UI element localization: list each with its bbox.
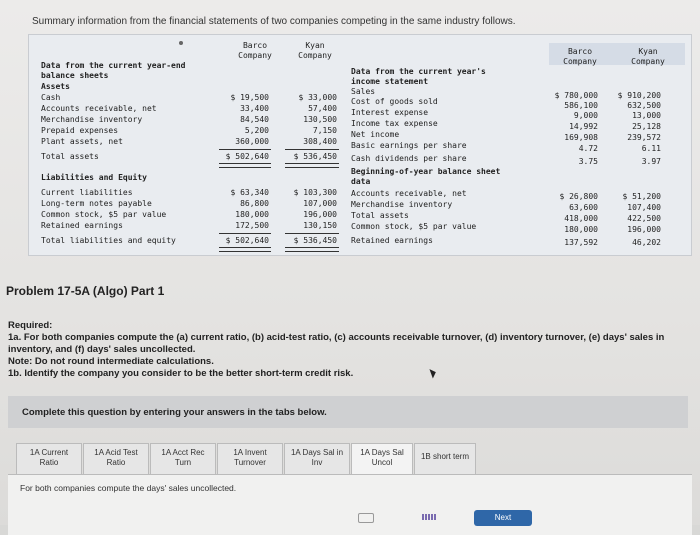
left-row-label: Common stock, $5 par value <box>41 210 167 219</box>
page-icon <box>358 513 374 523</box>
answer-tabs <box>16 443 477 475</box>
right-barco-value: 3.75 <box>578 157 598 166</box>
left-row-label: Current liabilities <box>41 188 133 197</box>
left-barco-value: 5,200 <box>244 126 269 135</box>
tab-content-text: For both companies compute the days' sales uncollected. <box>20 483 237 493</box>
right-row-label: income statement <box>351 77 429 86</box>
right-kyan-value: 632,500 <box>627 101 661 110</box>
tab-acid-test-ratio[interactable] <box>83 443 149 475</box>
left-kyan-value: 107,000 <box>303 199 337 208</box>
right-barco-value: 586,100 <box>564 101 598 110</box>
left-kyan-value: 196,000 <box>303 210 337 219</box>
left-barco-value: $ 502,640 <box>225 236 269 245</box>
grid-icon[interactable] <box>422 514 436 520</box>
left-header-barco <box>225 41 285 61</box>
left-barco-value: $ 63,340 <box>230 188 269 197</box>
right-kyan-value: 25,128 <box>632 122 661 131</box>
bullet-dot <box>179 41 183 45</box>
right-barco-value: 63,600 <box>569 203 598 212</box>
right-row-label: Accounts receivable, net <box>351 189 467 198</box>
right-row-label: Cost of goods sold <box>351 97 438 106</box>
left-barco-value: 360,000 <box>235 137 269 146</box>
right-barco-value: 137,592 <box>564 238 598 247</box>
right-kyan-value: 3.97 <box>641 157 661 166</box>
right-barco-value: 418,000 <box>564 214 598 223</box>
subtotal-rule <box>219 233 271 234</box>
tab-label: 1B short term <box>420 452 469 461</box>
right-row-label: Beginning-of-year balance sheet <box>351 167 501 176</box>
right-row-label: Interest expense <box>351 108 429 117</box>
right-header-kyan <box>613 47 683 67</box>
right-row-label: Retained earnings <box>351 236 433 245</box>
required-heading: Required: <box>8 320 53 331</box>
right-barco-value: $ 780,000 <box>554 91 598 100</box>
right-row-label: Income tax expense <box>351 119 438 128</box>
left-header-kyan <box>285 41 345 61</box>
right-header-barco-text: Barco Company <box>563 47 597 66</box>
left-kyan-value: 130,500 <box>303 115 337 124</box>
left-barco-value: 172,500 <box>235 221 269 230</box>
right-row-label: Total assets <box>351 211 409 220</box>
required-note: Note: Do not round intermediate calculations. <box>8 356 214 367</box>
right-kyan-value: 107,400 <box>627 203 661 212</box>
left-kyan-value: 130,150 <box>303 221 337 230</box>
instructions-bar <box>8 396 688 428</box>
tab-label: 1A Acid Test Ratio <box>94 448 138 467</box>
left-row-label: Prepaid expenses <box>41 126 119 135</box>
left-row-label: Liabilities and Equity <box>41 173 147 182</box>
right-row-label: Basic earnings per share <box>351 141 467 150</box>
left-row-label: Total liabilities and equity <box>41 236 176 245</box>
left-row-label: Plant assets, net <box>41 137 123 146</box>
tab-days-sal-in-inv[interactable] <box>284 443 350 475</box>
left-row-label: Accounts receivable, net <box>41 104 157 113</box>
left-kyan-value: $ 536,450 <box>293 236 337 245</box>
left-kyan-value: $ 103,300 <box>293 188 337 197</box>
right-header-barco <box>545 47 615 67</box>
left-barco-value: $ 19,500 <box>230 93 269 102</box>
total-rule <box>219 247 271 252</box>
right-barco-value: $ 26,800 <box>559 192 598 201</box>
intro-text: Summary information from the financial statements of two companies competing in the same industry follows. <box>32 16 516 27</box>
left-kyan-value: 57,400 <box>308 104 337 113</box>
next-button[interactable]: Next <box>474 510 532 526</box>
right-header-kyan-text: Kyan Company <box>631 47 665 66</box>
total-rule <box>285 163 339 168</box>
tab-invent-turnover[interactable] <box>217 443 283 475</box>
right-kyan-value: 422,500 <box>627 214 661 223</box>
right-barco-value: 169,908 <box>564 133 598 142</box>
left-header-barco-text: Barco Company <box>238 41 272 60</box>
right-barco-value: 9,000 <box>573 111 598 120</box>
subtotal-rule <box>285 149 339 150</box>
left-row-label: Long-term notes payable <box>41 199 152 208</box>
subtotal-rule <box>219 149 271 150</box>
right-row-label: data <box>351 177 371 186</box>
right-barco-value: 180,000 <box>564 225 598 234</box>
tab-label: 1A Invent Turnover <box>233 448 267 467</box>
tab-label: 1A Acct Rec Turn <box>161 448 205 467</box>
right-kyan-value: 46,202 <box>632 238 661 247</box>
right-row-label: Merchandise inventory <box>351 200 453 209</box>
financial-data-table <box>28 34 692 256</box>
tab-label: 1A Days Sal Uncol <box>360 448 404 467</box>
left-kyan-value: 7,150 <box>312 126 337 135</box>
right-kyan-value: 239,572 <box>627 133 661 142</box>
tab-label: 1A Days Sal in Inv <box>290 448 344 467</box>
tab-content <box>8 474 692 535</box>
right-barco-value: 4.72 <box>578 144 598 153</box>
left-barco-value: 180,000 <box>235 210 269 219</box>
left-header-kyan-text: Kyan Company <box>298 41 332 60</box>
right-barco-value: 14,992 <box>569 122 598 131</box>
right-row-label: Common stock, $5 par value <box>351 222 477 231</box>
problem-title: Problem 17-5A (Algo) Part 1 <box>6 284 165 298</box>
right-kyan-value: 13,000 <box>632 111 661 120</box>
left-row-label: Cash <box>41 93 61 102</box>
required-line-1a: 1a. For both companies compute the (a) current ratio, (b) acid-test ratio, (c) accounts receivable turnover, (d) inventory turnover, (e) days' sales in inventory, and (f) days' sales uncollected. <box>8 332 665 355</box>
right-kyan-value: 6.11 <box>641 144 661 153</box>
left-kyan-value: $ 536,450 <box>293 152 337 161</box>
tab-days-sal-uncol[interactable] <box>351 443 413 475</box>
right-kyan-value: $ 910,200 <box>617 91 661 100</box>
tab-label: 1A Current Ratio <box>29 448 69 467</box>
left-row-label: Assets <box>41 82 70 91</box>
left-row-label: balance sheets <box>41 71 109 80</box>
total-rule <box>285 247 339 252</box>
tab-acct-rec-turn[interactable] <box>150 443 216 475</box>
right-kyan-value: 196,000 <box>627 225 661 234</box>
required-section <box>8 320 698 380</box>
right-row-label: Cash dividends per share <box>351 154 467 163</box>
required-line-1b: 1b. Identify the company you consider to be the better short-term credit risk. <box>8 368 354 379</box>
left-row-label: Data from the current year-end <box>41 61 186 70</box>
left-barco-value: 33,400 <box>240 104 269 113</box>
left-barco-value: 84,540 <box>240 115 269 124</box>
subtotal-rule <box>285 233 339 234</box>
total-rule <box>219 163 271 168</box>
left-row-label: Total assets <box>41 152 99 161</box>
instructions-text: Complete this question by entering your answers in the tabs below. <box>22 407 327 418</box>
tab-current-ratio[interactable] <box>16 443 82 475</box>
tab-1b-short-term[interactable] <box>414 443 476 475</box>
right-row-label: Data from the current year's <box>351 67 486 76</box>
right-kyan-value: $ 51,200 <box>622 192 661 201</box>
left-barco-value: $ 502,640 <box>225 152 269 161</box>
left-kyan-value: 308,400 <box>303 137 337 146</box>
left-kyan-value: $ 33,000 <box>298 93 337 102</box>
right-row-label: Net income <box>351 130 400 139</box>
left-row-label: Merchandise inventory <box>41 115 143 124</box>
left-row-label: Retained earnings <box>41 221 123 230</box>
right-row-label: Sales <box>351 87 376 96</box>
left-barco-value: 86,800 <box>240 199 269 208</box>
